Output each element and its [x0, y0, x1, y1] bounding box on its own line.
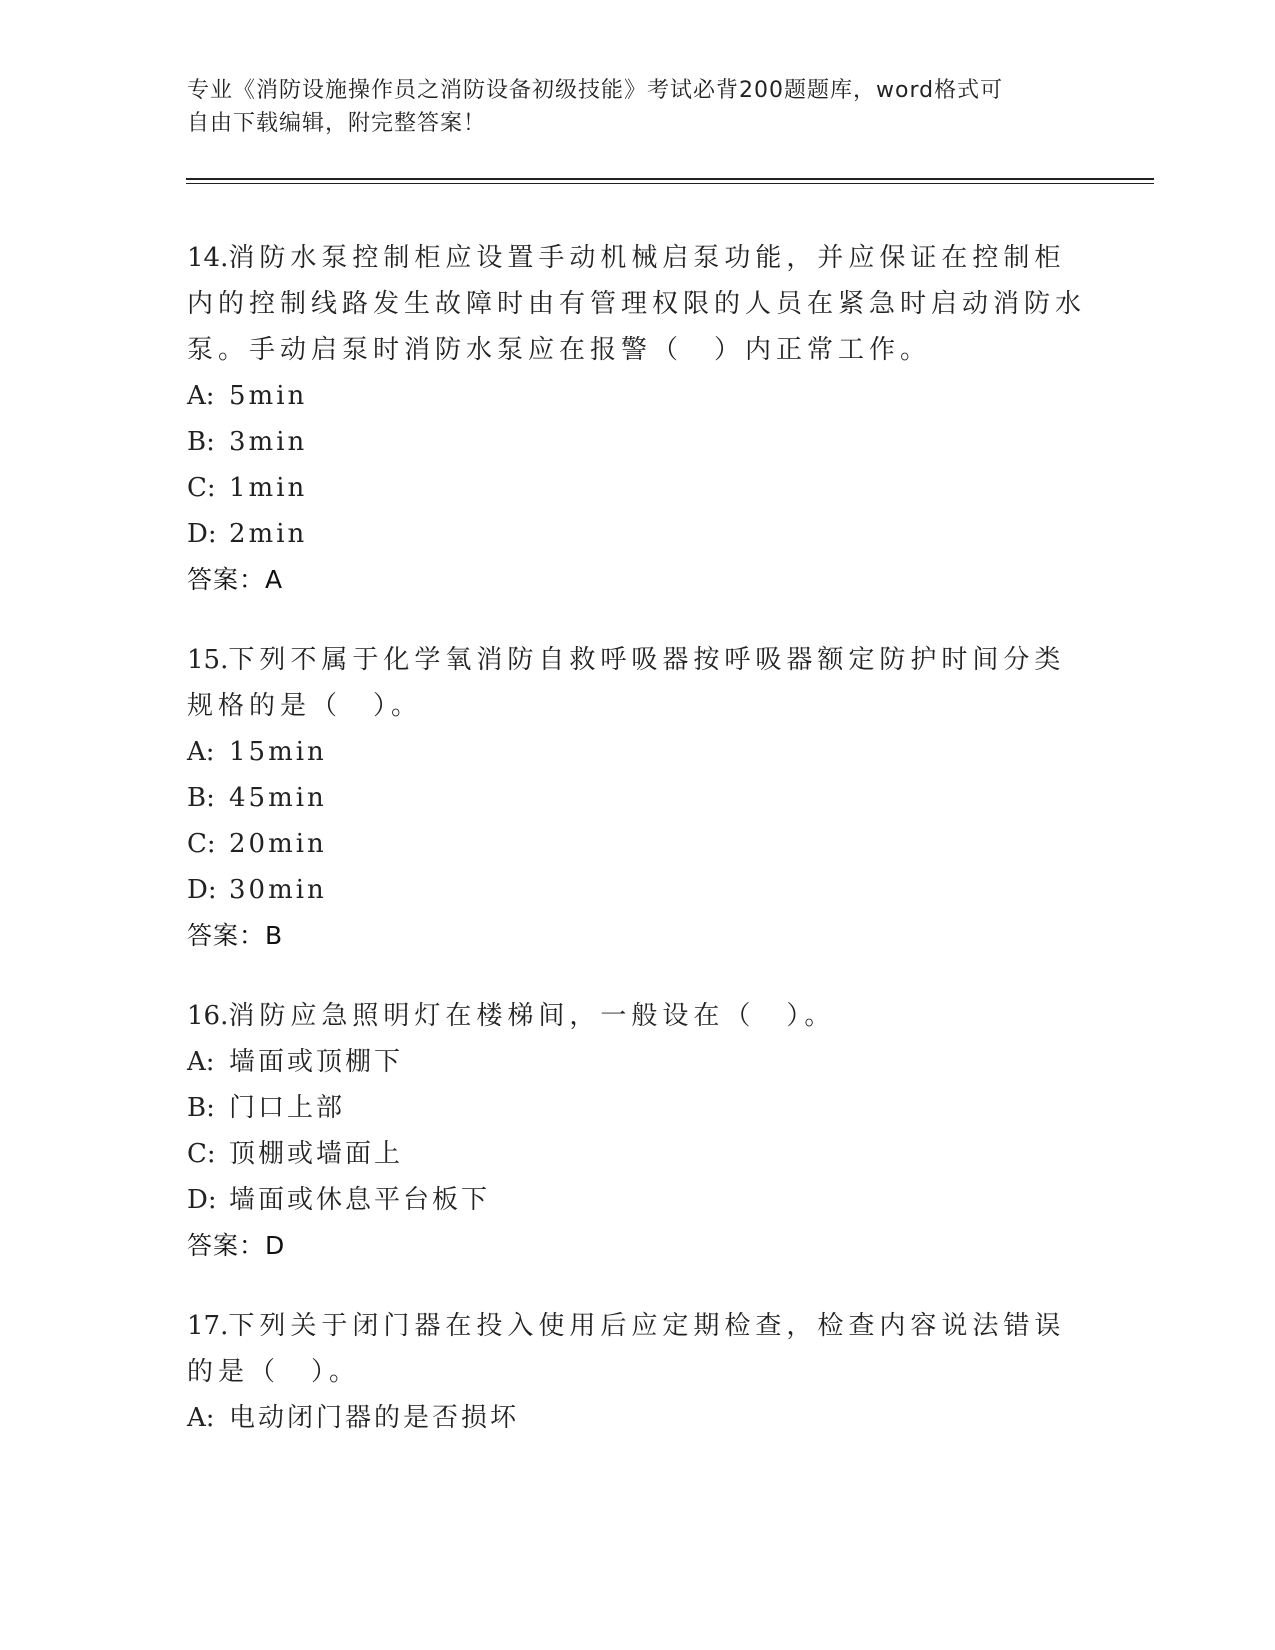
option-letter: D:: [187, 1185, 217, 1215]
option-d: [187, 1177, 1087, 1223]
option-letter: A:: [187, 737, 215, 767]
answer-line: 答案：D: [187, 1231, 286, 1260]
option-text: 20min: [229, 829, 327, 859]
option-d: [187, 511, 1087, 557]
option-letter: C:: [187, 473, 216, 503]
question-list: [187, 235, 1087, 1475]
option-letter: A:: [187, 1403, 215, 1433]
question-14: [187, 235, 1087, 603]
option-letter: C:: [187, 829, 216, 859]
option-b: [187, 775, 1087, 821]
question-text: 消防水泵控制柜应设置手动机械启泵功能，并应保证在控制柜内的控制线路发生故障时由有管理权限的人员在紧急时启动消防水泵。手动启泵时消防水泵应在报警（ ）内正常工作。: [187, 243, 1087, 365]
question-text: 下列关于闭门器在投入使用后应定期检查，检查内容说法错误的是（ ）。: [187, 1311, 1066, 1387]
option-letter: A:: [187, 1047, 215, 1077]
question-stem: [187, 235, 1087, 373]
option-text: 30min: [229, 875, 327, 905]
option-text: 3min: [229, 427, 308, 457]
document-header: [187, 74, 1067, 140]
question-text: 消防应急照明灯在楼梯间，一般设在（ ）。: [228, 1001, 836, 1031]
option-letter: B:: [187, 783, 215, 813]
option-text: 电动闭门器的是否损坏: [229, 1403, 520, 1433]
option-d: [187, 867, 1087, 913]
answer-line: 答案：A: [187, 565, 284, 594]
question-text: 下列不属于化学氧消防自救呼吸器按呼吸器额定防护时间分类规格的是（ ）。: [187, 645, 1066, 721]
question-number: 16.: [187, 1001, 229, 1031]
option-text: 2min: [229, 519, 308, 549]
question-16: [187, 993, 1087, 1269]
option-a: [187, 1039, 1087, 1085]
option-letter: C:: [187, 1139, 216, 1169]
option-letter: D:: [187, 519, 217, 549]
question-stem: [187, 637, 1087, 729]
option-letter: D:: [187, 875, 217, 905]
question-number: 17.: [187, 1311, 229, 1341]
answer-line: 答案：B: [187, 921, 284, 950]
question-17: [187, 1303, 1087, 1441]
option-c: [187, 821, 1087, 867]
header-line-1: 专业《消防设施操作员之消防设备初级技能》考试必背200题题库，word格式可: [187, 78, 1004, 103]
question-stem: [187, 1303, 1087, 1395]
option-c: [187, 465, 1087, 511]
header-line-2: 自由下载编辑，附完整答案！: [187, 111, 487, 136]
option-text: 门口上部: [229, 1093, 346, 1123]
option-text: 顶棚或墙面上: [229, 1139, 404, 1169]
question-15: [187, 637, 1087, 959]
question-stem: [187, 993, 1087, 1039]
option-letter: A:: [187, 381, 215, 411]
option-c: [187, 1131, 1087, 1177]
option-text: 墙面或顶棚下: [229, 1047, 404, 1077]
option-a: [187, 373, 1087, 419]
header-divider-thick: [186, 178, 1154, 180]
option-b: [187, 1085, 1087, 1131]
option-b: [187, 419, 1087, 465]
option-text: 墙面或休息平台板下: [229, 1185, 491, 1215]
option-text: 1min: [229, 473, 308, 503]
question-number: 14.: [187, 243, 229, 273]
option-letter: B:: [187, 1093, 215, 1123]
option-text: 5min: [229, 381, 308, 411]
header-divider-thin: [186, 183, 1154, 184]
option-text: 15min: [229, 737, 327, 767]
option-a: [187, 1395, 1087, 1441]
option-text: 45min: [229, 783, 327, 813]
question-number: 15.: [187, 645, 229, 675]
option-letter: B:: [187, 427, 215, 457]
option-a: [187, 729, 1087, 775]
